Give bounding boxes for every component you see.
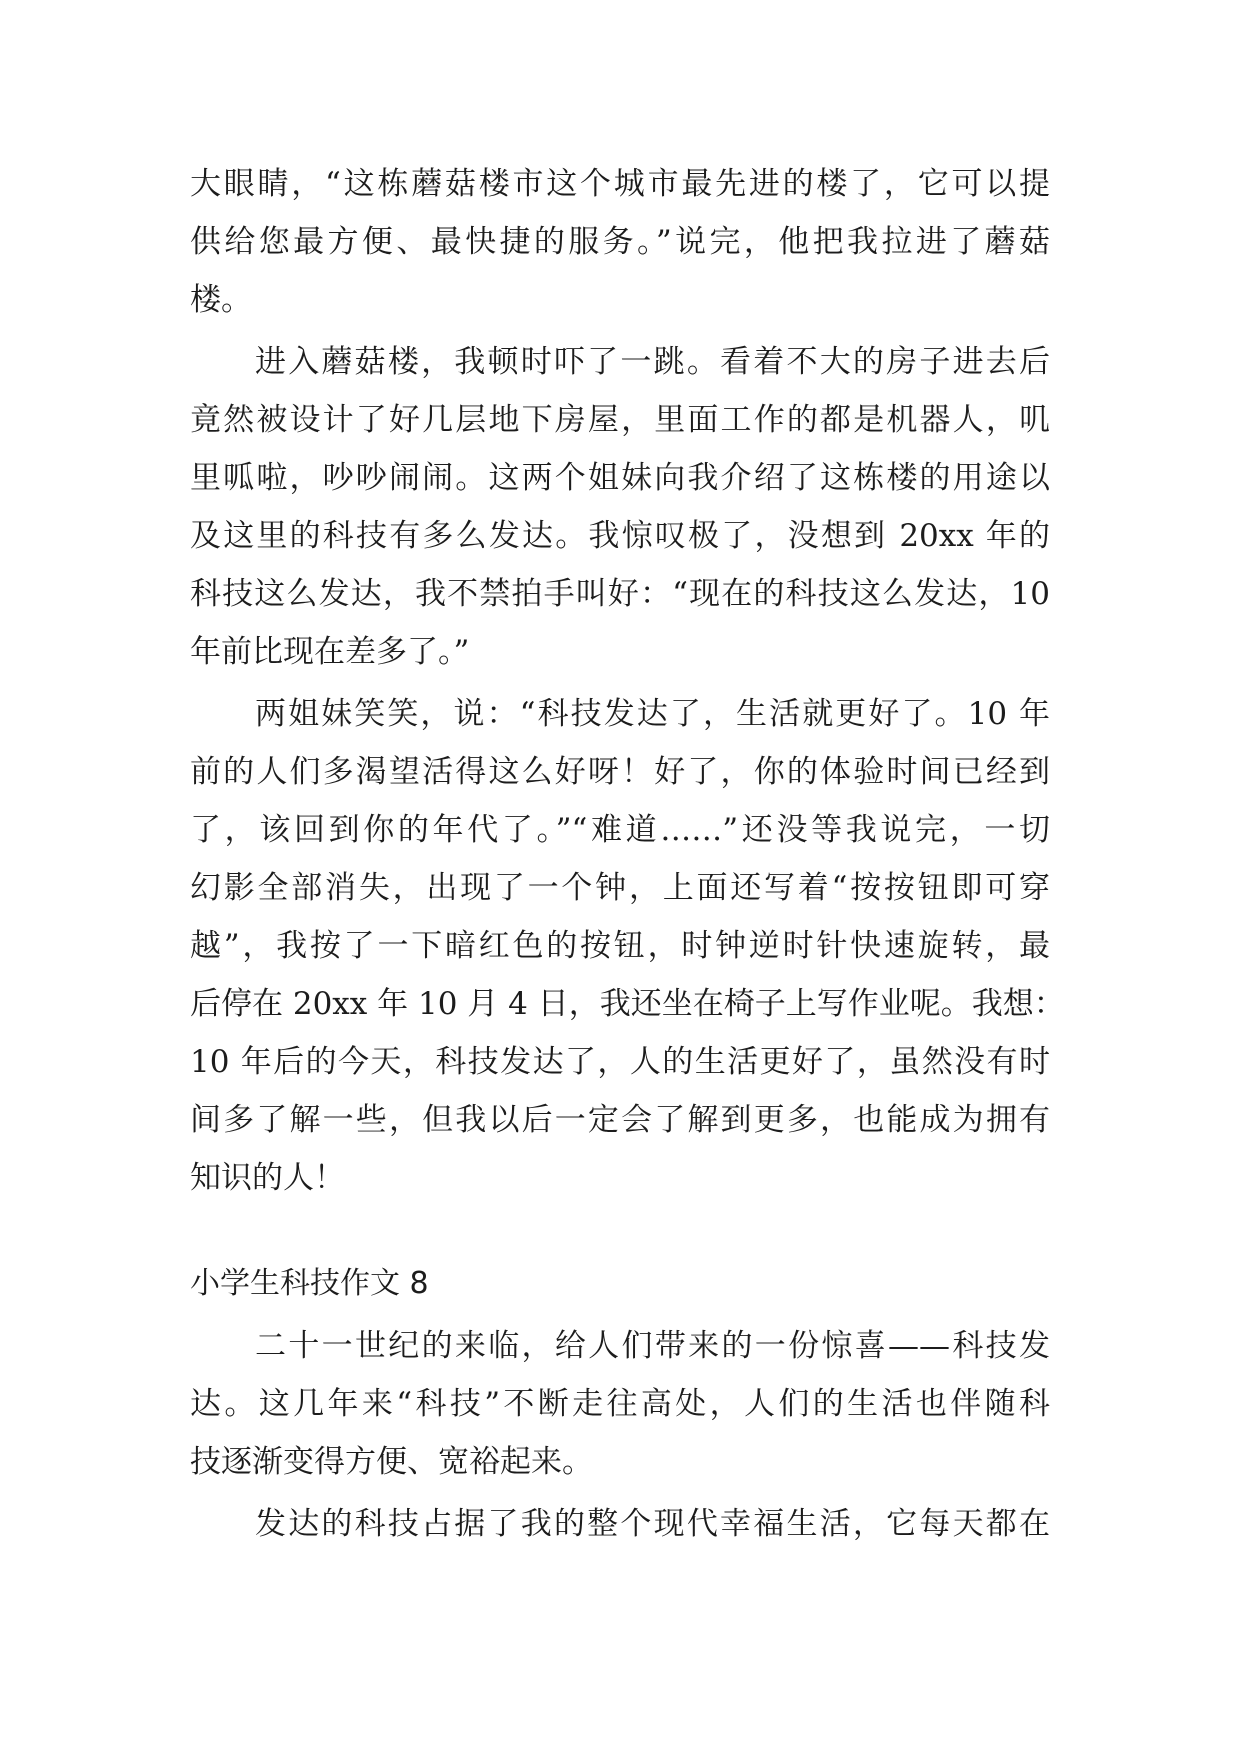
text-line: 10 年后的今天，科技发达了，人的生活更好了，虽然没有时 [190, 1044, 1050, 1080]
text-line: 后停在 20xx 年 10 月 4 日，我还坐在椅子上写作业呢。我想： [190, 986, 1065, 1022]
text-line: 了，该回到你的年代了。”“难道……”还没等我说完，一切 [190, 812, 1050, 848]
text-line: 供给您最方便、最快捷的服务。”说完，他把我拉进了蘑菇 [190, 224, 1050, 260]
text-line: 技逐渐变得方便、宽裕起来。 [190, 1444, 593, 1480]
text-line: 幻影全部消失，出现了一个钟，上面还写着“按按钮即可穿 [190, 870, 1050, 906]
text-line: 及这里的科技有多么发达。我惊叹极了，没想到 20xx 年的 [190, 518, 1050, 554]
text-line: 前的人们多渴望活得这么好呀！好了，你的体验时间已经到 [190, 754, 1050, 790]
text-line: 知识的人！ [190, 1160, 345, 1196]
text-line: 进入蘑菇楼，我顿时吓了一跳。看着不大的房子进去后 [255, 344, 1050, 380]
text-line: 竟然被设计了好几层地下房屋，里面工作的都是机器人，叽 [190, 402, 1050, 438]
text-line: 楼。 [190, 282, 252, 318]
text-line: 科技这么发达，我不禁拍手叫好：“现在的科技这么发达，10 [190, 576, 1050, 612]
text-line: 二十一世纪的来临，给人们带来的一份惊喜——科技发 [255, 1328, 1050, 1364]
text-line: 间多了解一些，但我以后一定会了解到更多，也能成为拥有 [190, 1102, 1050, 1138]
section-heading: 小学生科技作文 8 [190, 1266, 429, 1301]
text-line: 越”，我按了一下暗红色的按钮，时钟逆时针快速旋转，最 [190, 928, 1050, 964]
text-line: 达。这几年来“科技”不断走往高处，人们的生活也伴随科 [190, 1386, 1050, 1422]
text-line: 两姐妹笑笑，说：“科技发达了，生活就更好了。10 年 [255, 696, 1050, 732]
text-line: 里呱啦，吵吵闹闹。这两个姐妹向我介绍了这栋楼的用途以 [190, 460, 1050, 496]
text-line: 大眼睛，“这栋蘑菇楼市这个城市最先进的楼了，它可以提 [190, 166, 1050, 202]
text-line: 发达的科技占据了我的整个现代幸福生活，它每天都在 [255, 1506, 1050, 1542]
text-line: 年前比现在差多了。” [190, 634, 470, 670]
